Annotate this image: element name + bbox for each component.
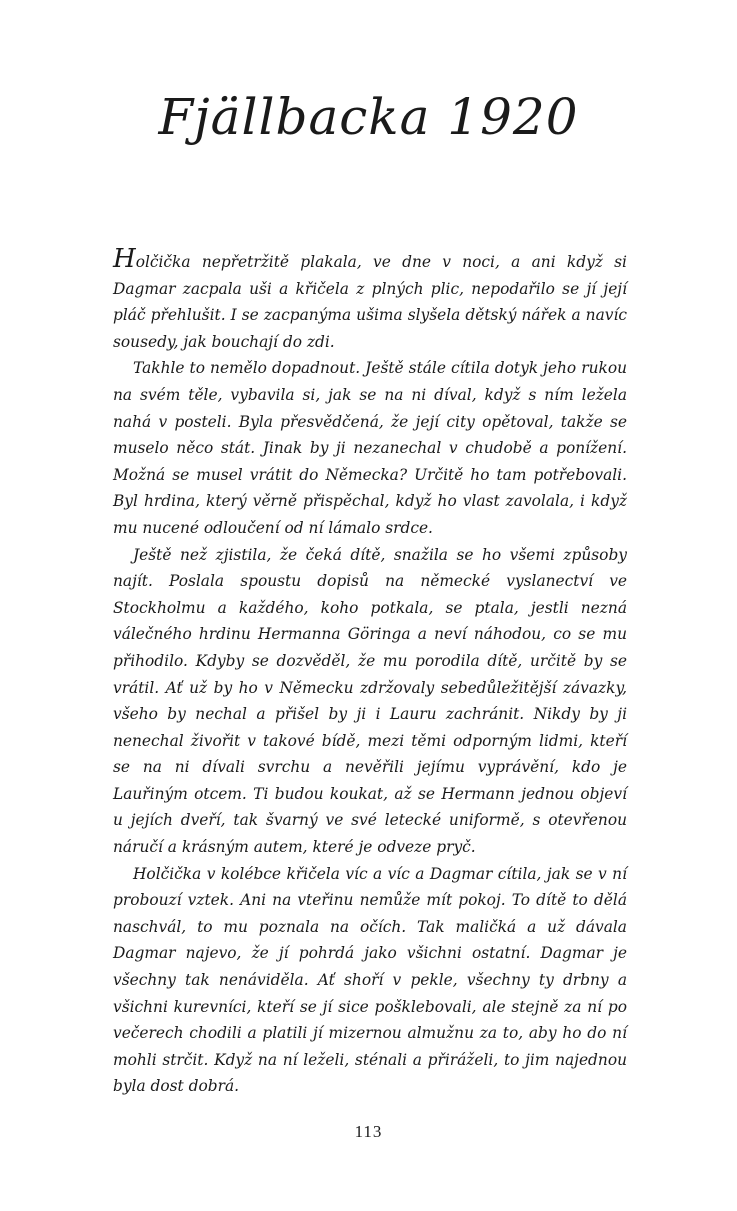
drop-cap: H bbox=[113, 244, 136, 274]
chapter-title: Fjällbacka 1920 bbox=[158, 88, 579, 146]
paragraph-3: Ještě než zjistila, že čeká dítě, snažila se ho všemi způsoby najít. Poslala spoustu dopisů na německé vyslanectví ve Stockholmu a každého, koho potkala, se ptala, jestli nezná válečného hrdinu Hermanna Göringa a neví náhodou, co se mu přihodilo. Kdyby se dozvěděl, že mu porodila dítě, určitě by se vrátil. Ať už by ho v Německu zdržovaly sebedůležitější závazky, všeho by nechal a přišel by ji i Lauru zachránit. Nikdy by ji nenechal živořit v takové bídě, mezi těmi odporným lidmi, kteří se na ni dívali svrchu a nevěřili jejímu vyprávění, kdo je Lauřiným otcem. Ti budou koukat, až se Hermann jednou objeví u jejích dveří, tak švarný ve své letecké uniformě, s otevřenou náručí a krásným autem, které je odveze pryč. bbox=[113, 545, 627, 857]
page-number: 113 bbox=[354, 1122, 383, 1141]
paragraph-1 bbox=[113, 246, 627, 355]
paragraph-2: Takhle to nemělo dopadnout. Ještě stále cítila dotyk jeho rukou na svém těle, vybavila si, jak se na ni díval, když s ním ležela nahá v posteli. Byla přesvědčená, že její city opětoval, takže se muselo něco stát. Jinak by ji nezanechal v chudobě a ponížení. Možná se musel vrátit do Německa? Určitě ho tam potřebovali. Byl hrdina, který věrně přispěchal, když ho vlast zavolala, i když mu nucené odloučení od ní lámalo srdce. bbox=[113, 359, 627, 537]
chapter-body bbox=[113, 246, 627, 1100]
paragraph-1-text: olčička nepřetržitě plakala, ve dne v noci, a ani když si Dagmar zacpala uši a křičela z plných plic, nepodařilo se jí její pláč přehlušit. I se zacpanýma ušima slyšela dětský nářek a navíc sousedy, jak bouchají do zdi. bbox=[113, 253, 627, 351]
paragraph-4: Holčička v kolébce křičela víc a víc a Dagmar cítila, jak se v ní probouzí vztek. Ani na vteřinu nemůže mít pokoj. To dítě to dělá naschvál, to mu poznala na očích. Tak maličká a už dávala Dagmar najevo, že jí pohrdá jako všichni ostatní. Dagmar je všechny tak nenáviděla. Ať shoří v pekle, všechny ty drbny a všichni kurevníci, kteří se jí sice pošklebovali, ale stejně za ní po večerech chodili a platili jí mizernou almužnu za to, aby ho do ní mohli strčit. Když na ní leželi, sténali a přiráželi, to jim najednou byla dost dobrá. bbox=[113, 864, 627, 1096]
